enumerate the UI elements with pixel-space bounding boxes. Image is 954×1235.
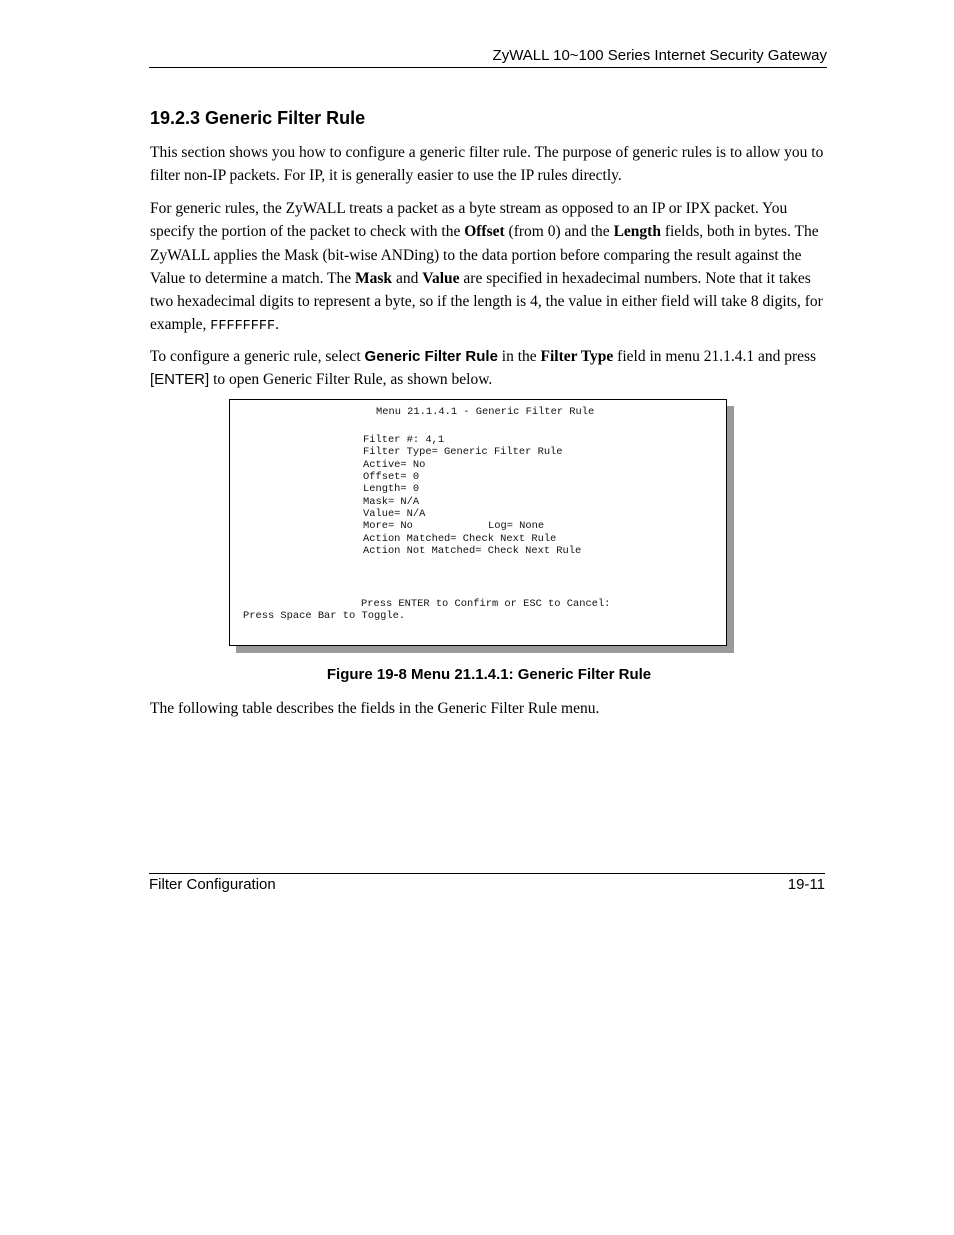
document-title: ZyWALL 10~100 Series Internet Security Gateway xyxy=(492,47,827,64)
bold-term-length: Length xyxy=(613,223,661,241)
text-run: . xyxy=(275,316,279,334)
bold-term-offset: Offset xyxy=(464,223,505,241)
mask-field: Mask= N/A xyxy=(363,496,420,508)
action-not-matched-field: Action Not Matched= Check Next Rule xyxy=(363,545,582,557)
text-run: For generic rules, the ZyWALL treats a packet as a byte stream as opposed to an IP or IPX packet. You specify the portion of the packet to check with the xyxy=(150,200,788,241)
text-run: field in menu 21.1.4.1 and press xyxy=(613,348,817,365)
length-field: Length= 0 xyxy=(363,483,420,495)
more-field: More= No xyxy=(363,520,413,532)
bold-term-mask: Mask xyxy=(355,269,393,287)
figure-caption: Figure 19-8 Menu 21.1.4.1: Generic Filter Rule xyxy=(326,666,652,683)
value-field: Value= N/A xyxy=(363,508,426,520)
action-matched-field: Action Matched= Check Next Rule xyxy=(363,533,557,545)
page-number: 19-11 xyxy=(787,876,825,893)
text-run: To configure a generic rule, select xyxy=(150,348,365,365)
text-run: and xyxy=(392,269,423,287)
table-intro-paragraph: The following table describes the fields in the Generic Filter Rule menu. xyxy=(150,700,600,717)
terminal-screen-figure xyxy=(229,399,727,646)
bold-term-value: Value xyxy=(422,269,460,287)
key-enter: [ENTER] xyxy=(150,371,210,389)
active-field: Active= No xyxy=(363,459,426,471)
text-run: (from 0) and the xyxy=(504,223,614,241)
intro-paragraph: This section shows you how to configure a generic filter rule. The purpose of generic rules is to allow you to filter non-IP packets. For IP, it is generally easier to use the IP rules directly. xyxy=(150,144,824,185)
confirm-prompt: Press ENTER to Confirm or ESC to Cancel: xyxy=(361,598,611,610)
menu-title: Menu 21.1.4.1 - Generic Filter Rule xyxy=(376,406,595,418)
running-header xyxy=(149,47,827,68)
menu-option-generic-filter-rule: Generic Filter Rule xyxy=(364,348,498,365)
filter-type-field: Filter Type= Generic Filter Rule xyxy=(363,446,563,458)
configure-paragraph xyxy=(150,345,828,392)
text-run: to open Generic Filter Rule, as shown below. xyxy=(209,371,493,389)
text-run: fields, both in bytes. The ZyWALL applies the Mask (bit-wise ANDing) to the data portion before comparing the result against the Value to determine a match. The xyxy=(150,223,819,287)
text-run: in the xyxy=(497,348,541,365)
hex-example: FFFFFFFF xyxy=(210,319,276,335)
log-field: Log= None xyxy=(488,520,545,532)
generic-rules-paragraph xyxy=(150,197,828,339)
filter-number-field: Filter #: 4,1 xyxy=(363,434,445,446)
toggle-hint: Press Space Bar to Toggle. xyxy=(243,610,406,622)
chapter-title: Filter Configuration xyxy=(149,876,276,893)
offset-field: Offset= 0 xyxy=(363,471,420,483)
text-run: are specified in hexadecimal numbers. Note that it takes two hexadecimal digits to represent a byte, so if the length is 4, the value in either field will take 8 digits, for example, xyxy=(150,269,823,334)
section-heading: 19.2.3 Generic Filter Rule xyxy=(150,108,366,128)
field-name-filter-type: Filter Type xyxy=(540,348,614,365)
running-footer xyxy=(149,873,825,893)
